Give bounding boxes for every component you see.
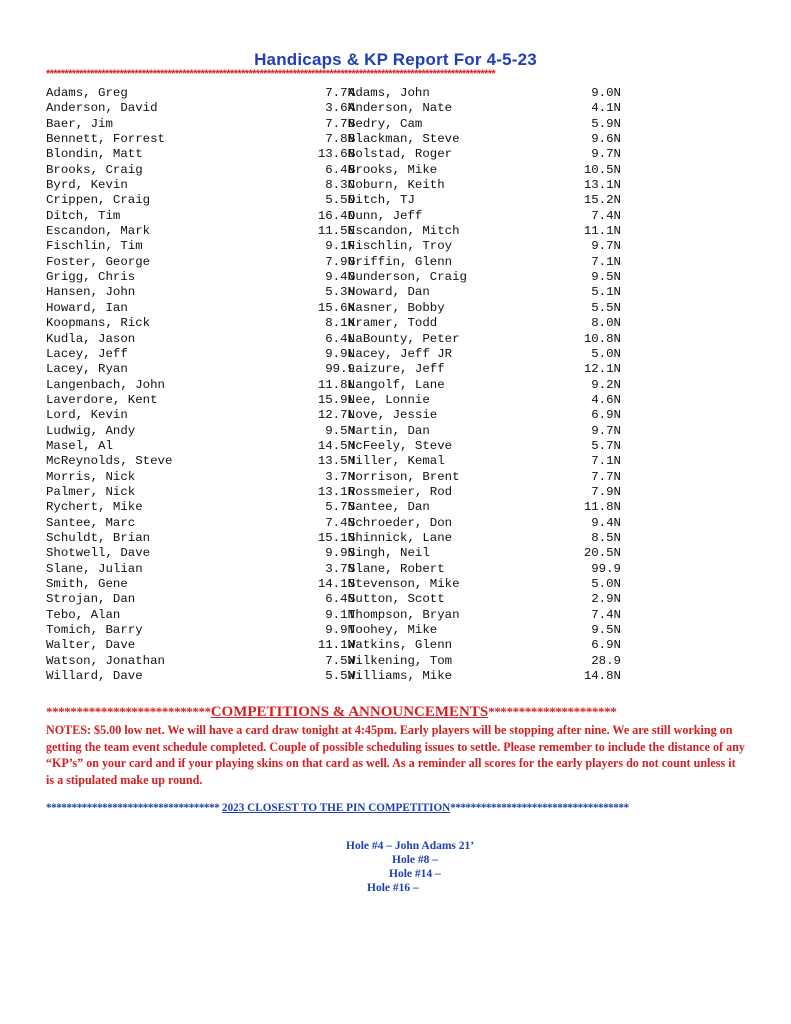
player-name: McFeely, Steve xyxy=(348,438,453,453)
handicap-value: 7.4N xyxy=(325,515,355,530)
handicap-value: 8.5N xyxy=(591,530,621,545)
player-name: Lee, Lonnie xyxy=(348,392,430,407)
player-name: Schuldt, Brian xyxy=(46,530,151,545)
report-title: Handicaps & KP Report For 4-5-23 xyxy=(254,50,537,69)
handicap-value: 4.1N xyxy=(591,101,621,116)
hole-16-result: Hole #16 – xyxy=(367,882,419,894)
player-name: Adams, John xyxy=(348,86,430,100)
player-name: Fischlin, Troy xyxy=(348,239,453,254)
handicap-value: 13.6N xyxy=(317,147,355,162)
player-name: Rychert, Mike xyxy=(46,500,143,515)
handicap-value: 4.6N xyxy=(591,392,621,407)
player-name: Tomich, Barry xyxy=(46,623,143,638)
handicap-value: 9.4N xyxy=(591,515,621,530)
stars-left: ********************************** xyxy=(46,802,220,814)
ctp-heading xyxy=(46,802,752,814)
handicap-value: 9.5N xyxy=(325,423,355,438)
player-name: Stevenson, Mike xyxy=(348,577,460,591)
handicap-value: 5.3N xyxy=(325,285,355,300)
player-name: Kramer, Todd xyxy=(348,316,438,331)
handicap-value: 20.5N xyxy=(583,546,621,561)
player-name: Bedry, Cam xyxy=(348,116,423,131)
handicap-value: 13.1N xyxy=(583,178,621,193)
handicap-value: 11.8N xyxy=(317,377,355,392)
player-name: Escandon, Mitch xyxy=(348,224,460,239)
player-name: Ditch, TJ xyxy=(348,193,415,208)
handicap-value: 6.9N xyxy=(591,638,621,653)
handicap-value: 3.7N xyxy=(325,469,355,484)
handicap-value: 9.1N xyxy=(325,239,355,254)
handicap-value: 7.5N xyxy=(325,653,355,668)
handicap-value: 15.6N xyxy=(317,300,355,315)
handicap-value: 9.7N xyxy=(591,423,621,438)
handicap-value: 9.7N xyxy=(591,147,621,162)
handicap-value: 7.4N xyxy=(591,208,621,223)
handicap-value: 9.7N xyxy=(591,239,621,254)
player-name: Laizure, Jeff xyxy=(348,362,445,377)
handicap-value: 9.5N xyxy=(591,270,621,285)
handicap-value: 8.1N xyxy=(325,316,355,331)
player-name: Howard, Ian xyxy=(46,300,128,315)
player-name: Escandon, Mark xyxy=(46,224,151,239)
handicap-value: 12.7N xyxy=(317,408,355,423)
handicap-value: 9.9N xyxy=(325,546,355,561)
player-name: Grigg, Chris xyxy=(46,270,136,285)
handicap-value: 9.6N xyxy=(591,132,621,147)
player-name: Toohey, Mike xyxy=(348,623,438,638)
handicap-value: 9.2N xyxy=(591,377,621,392)
player-name: Tebo, Alan xyxy=(46,607,121,622)
player-name: Williams, Mike xyxy=(348,669,453,684)
handicap-value: 16.4N xyxy=(317,208,355,223)
ctp-title: 2023 CLOSEST TO THE PIN COMPETITION xyxy=(221,802,451,814)
player-name: Hansen, John xyxy=(46,285,136,300)
player-name: Strojan, Dan xyxy=(46,592,136,607)
player-name: LaBounty, Peter xyxy=(348,331,460,346)
handicap-value: 9.1N xyxy=(325,607,355,622)
player-name: Adams, Greg xyxy=(46,86,128,100)
handicap-value: 14.1N xyxy=(317,577,355,591)
handicap-value: 8.3N xyxy=(325,178,355,193)
stars-right: *********************************** xyxy=(450,802,629,814)
handicap-value: 7.9N xyxy=(325,254,355,269)
player-name: Watkins, Glenn xyxy=(348,638,453,653)
player-name: Miller, Kemal xyxy=(348,454,445,469)
player-name: Blackman, Steve xyxy=(348,132,460,147)
player-name: Bennett, Forrest xyxy=(46,132,165,147)
handicap-value: 9.5N xyxy=(591,623,621,638)
handicap-value: 5.5N xyxy=(591,300,621,315)
player-name: Anderson, David xyxy=(46,101,158,116)
handicap-value: 99.9 xyxy=(325,362,355,377)
player-name: Lacey, Jeff JR xyxy=(348,346,453,361)
player-name: Laverdore, Kent xyxy=(46,392,158,407)
player-name: Palmer, Nick xyxy=(46,484,136,499)
handicap-value: 6.4N xyxy=(325,592,355,607)
player-name: Singh, Neil xyxy=(348,546,430,561)
player-name: Watson, Jonathan xyxy=(46,653,165,668)
player-name: Lord, Kevin xyxy=(46,408,128,423)
player-name: Bolstad, Roger xyxy=(348,147,453,162)
player-name: Masel, Al xyxy=(46,438,113,453)
player-name: Fischlin, Tim xyxy=(46,239,143,254)
handicap-value: 7.1N xyxy=(591,454,621,469)
player-name: Walter, Dave xyxy=(46,638,136,653)
competitions-title: COMPETITIONS & ANNOUNCEMENTS xyxy=(210,704,489,720)
player-name: Brooks, Mike xyxy=(348,162,438,177)
player-name: Blondin, Matt xyxy=(46,147,143,162)
player-name: Willard, Dave xyxy=(46,669,143,684)
handicap-value: 5.7N xyxy=(591,438,621,453)
handicap-value: 9.4N xyxy=(325,270,355,285)
player-name: Sutton, Scott xyxy=(348,592,445,607)
player-name: Anderson, Nate xyxy=(348,101,453,116)
handicap-value: 15.1N xyxy=(317,530,355,545)
player-name: Griffin, Glenn xyxy=(348,254,453,269)
player-name: Gunderson, Craig xyxy=(348,270,467,285)
player-name: Love, Jessie xyxy=(348,408,438,423)
stars-right: ********************* xyxy=(488,704,617,719)
player-name: Howard, Dan xyxy=(348,285,430,300)
handicap-value: 11.1N xyxy=(583,224,621,239)
player-name: Lacey, Ryan xyxy=(46,362,128,377)
player-name: Kasner, Bobby xyxy=(348,300,445,315)
player-name: Ludwig, Andy xyxy=(46,423,136,438)
player-name: Morrison, Brent xyxy=(348,469,460,484)
player-name: Thompson, Bryan xyxy=(348,607,460,622)
hole-4-result: Hole #4 – John Adams 21’ xyxy=(346,840,475,852)
handicap-value: 8.0N xyxy=(591,316,621,331)
handicap-value: 13.5N xyxy=(317,454,355,469)
handicap-value: 99.9 xyxy=(591,561,621,576)
player-name: Shotwell, Dave xyxy=(46,546,151,561)
player-name: Dunn, Jeff xyxy=(348,208,423,223)
handicap-value: 5.5N xyxy=(325,669,355,684)
handicap-value: 14.8N xyxy=(583,669,621,684)
player-name: Shinnick, Lane xyxy=(348,530,453,545)
handicap-value: 5.1N xyxy=(591,285,621,300)
player-name: Slane, Robert xyxy=(348,561,445,576)
handicap-value: 10.5N xyxy=(583,162,621,177)
handicap-value: 7.7N xyxy=(325,116,355,131)
player-name: Martin, Dan xyxy=(348,423,430,438)
player-name: Langolf, Lane xyxy=(348,377,445,392)
player-name: Baer, Jim xyxy=(46,116,113,131)
player-name: Smith, Gene xyxy=(46,577,128,591)
handicap-value: 3.7N xyxy=(325,561,355,576)
handicap-value: 15.9N xyxy=(317,392,355,407)
player-name: Koopmans, Rick xyxy=(46,316,151,331)
player-name: Wilkening, Tom xyxy=(348,653,453,668)
competitions-heading xyxy=(46,704,752,721)
handicap-value: 7.7N xyxy=(325,86,355,100)
player-name: Crippen, Craig xyxy=(46,193,151,208)
player-name: Schroeder, Don xyxy=(348,515,453,530)
player-name: Santee, Dan xyxy=(348,500,430,515)
player-name: Foster, George xyxy=(46,254,151,269)
handicap-value: 15.2N xyxy=(583,193,621,208)
handicap-value: 14.5N xyxy=(317,438,355,453)
handicap-value: 9.9N xyxy=(325,623,355,638)
handicap-value: 12.1N xyxy=(583,362,621,377)
handicap-value: 9.0N xyxy=(591,86,621,100)
player-name: Kudla, Jason xyxy=(46,331,136,346)
hole-14-result: Hole #14 – xyxy=(389,868,441,880)
handicap-value: 6.4N xyxy=(325,331,355,346)
player-name: Morris, Nick xyxy=(46,469,136,484)
player-name: Rossmeier, Rod xyxy=(348,484,453,499)
handicap-value: 2.9N xyxy=(591,592,621,607)
handicap-value: 11.5N xyxy=(317,224,355,239)
handicap-value: 13.1N xyxy=(317,484,355,499)
handicap-value: 7.1N xyxy=(591,254,621,269)
handicap-value: 6.4N xyxy=(325,162,355,177)
handicap-value: 11.1N xyxy=(317,638,355,653)
player-name: Ditch, Tim xyxy=(46,208,121,223)
player-name: Langenbach, John xyxy=(46,377,165,392)
handicap-value: 5.0N xyxy=(591,346,621,361)
handicap-value: 7.8N xyxy=(325,132,355,147)
player-name: Brooks, Craig xyxy=(46,162,143,177)
handicap-value: 5.5N xyxy=(325,193,355,208)
player-name: Santee, Marc xyxy=(46,515,136,530)
stars-left: *************************** xyxy=(46,704,211,719)
handicap-value: 9.9N xyxy=(325,346,355,361)
player-name: Coburn, Keith xyxy=(348,178,445,193)
player-name: Slane, Julian xyxy=(46,561,143,576)
star-divider: ************************************************************************************************************************** xyxy=(46,68,496,80)
handicap-value: 5.9N xyxy=(591,116,621,131)
notes-text: NOTES: $5.00 low net. We will have a card draw tonight at 4:45pm. Early players will be stopping after nine. We are still working on getting the team event schedule completed. Couple of possible scheduling issues to settle. Please remember to include the distance of any “KP’s” on your card and if your playing skins on that card as well. As a reminder all scores for the early players do not count unless it is a stipulated make up round. xyxy=(46,723,745,787)
handicap-value: 7.9N xyxy=(591,484,621,499)
handicap-value: 11.8N xyxy=(583,500,621,515)
handicap-value: 7.4N xyxy=(591,607,621,622)
player-name: Byrd, Kevin xyxy=(46,178,128,193)
player-name: McReynolds, Steve xyxy=(46,454,173,469)
handicap-value: 28.9 xyxy=(591,653,621,668)
handicap-value: 6.9N xyxy=(591,408,621,423)
handicap-value: 5.0N xyxy=(591,577,621,591)
player-name: Lacey, Jeff xyxy=(46,346,128,361)
handicap-value: 7.7N xyxy=(591,469,621,484)
hole-8-result: Hole #8 – xyxy=(392,854,438,866)
handicap-value: 5.7N xyxy=(325,500,355,515)
handicap-value: 3.6N xyxy=(325,101,355,116)
handicap-value: 10.8N xyxy=(583,331,621,346)
